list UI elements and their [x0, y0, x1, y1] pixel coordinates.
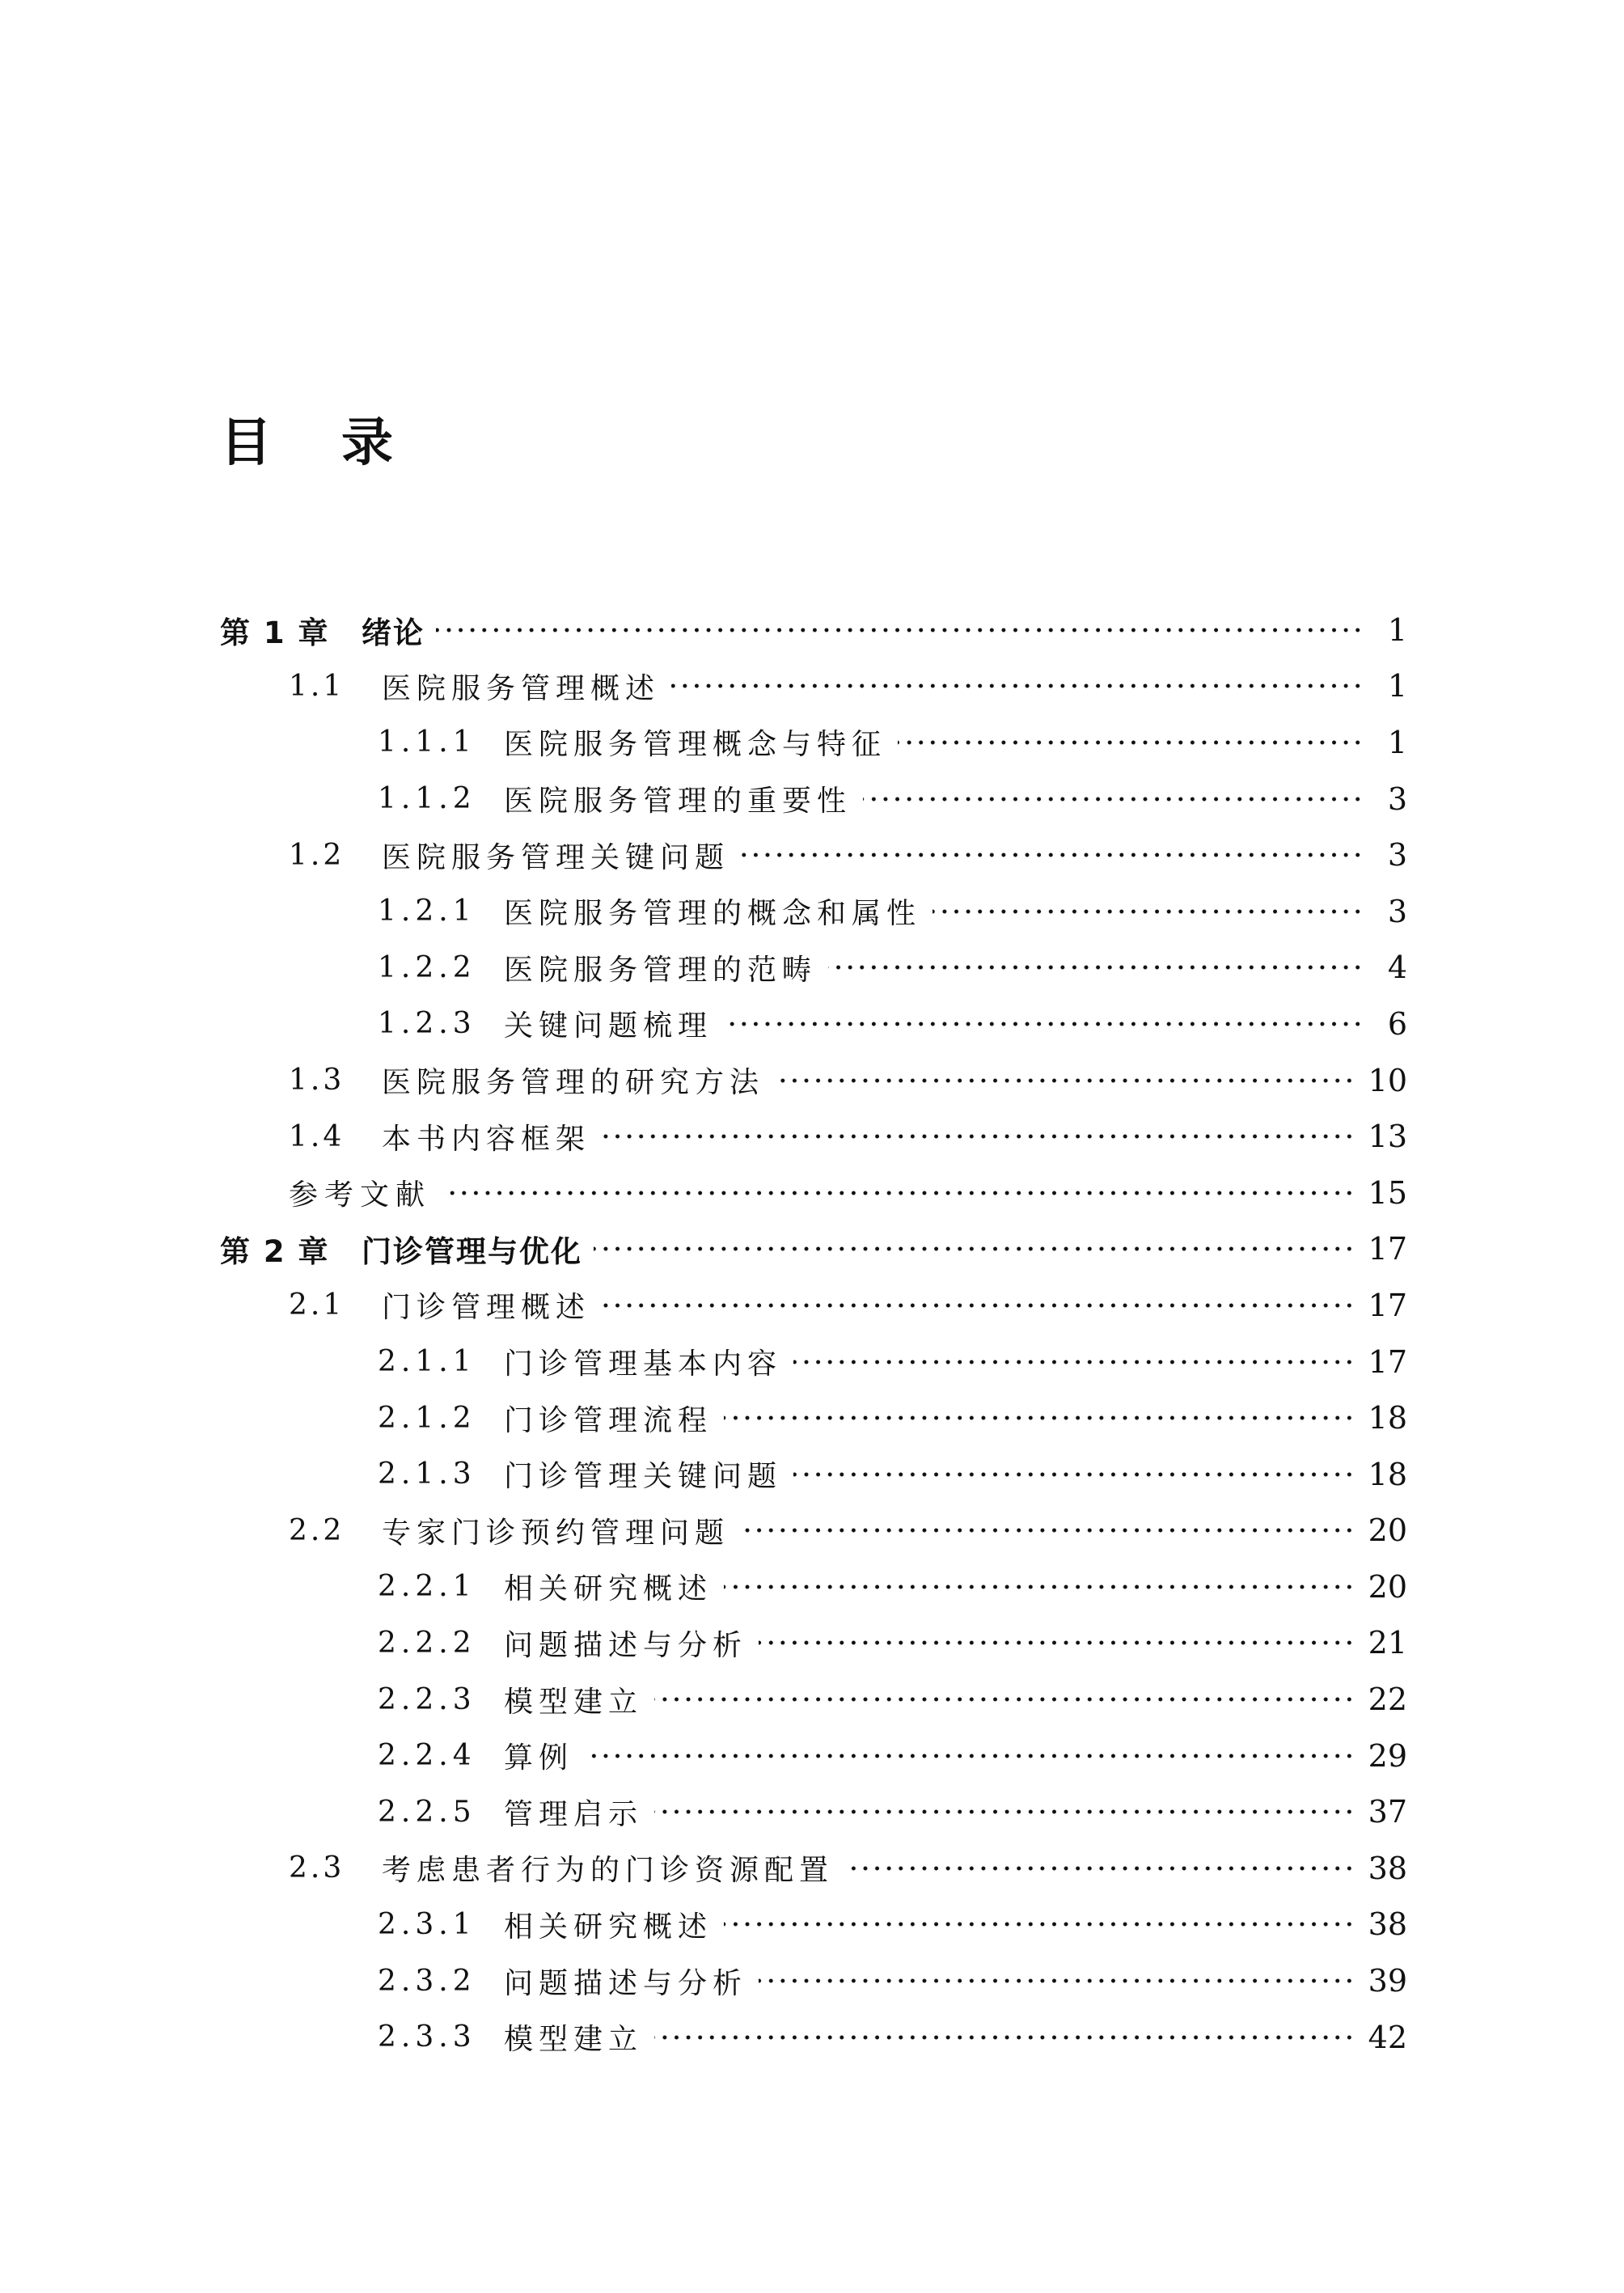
toc-entry-section[interactable] — [0, 827, 1624, 883]
toc-entry-number: 第 2 章 — [220, 1234, 330, 1270]
dot-leader — [741, 851, 1364, 859]
toc-entry-page: 10 — [1368, 1062, 1407, 1098]
page-title-char-1: 目 — [220, 413, 272, 473]
toc-entry-subsection[interactable] — [0, 883, 1624, 940]
toc-entry-number: 1.2 — [289, 838, 345, 872]
toc-entry-page: 1 — [1387, 611, 1407, 648]
toc-entry-page: 1 — [1387, 724, 1407, 760]
dot-leader — [724, 1583, 1355, 1591]
toc-entry-title: 算例 — [504, 1741, 574, 1775]
dot-leader — [585, 1752, 1355, 1760]
toc-entry-page: 20 — [1368, 1512, 1407, 1549]
toc-entry-subsection[interactable] — [0, 1615, 1624, 1672]
dot-leader — [793, 1358, 1355, 1366]
toc-entry-page: 42 — [1368, 2019, 1407, 2055]
toc-entry-references[interactable] — [0, 1165, 1624, 1221]
dot-leader — [724, 1020, 1364, 1028]
toc-entry-number: 2.2.1 — [378, 1570, 476, 1604]
toc-entry-subsection[interactable] — [0, 1783, 1624, 1840]
toc-entry-title: 模型建立 — [504, 2023, 644, 2057]
dot-leader — [654, 2033, 1355, 2041]
toc-entry-page: 17 — [1368, 1231, 1407, 1267]
toc-entry-number: 1.2.1 — [378, 895, 476, 929]
toc-entry-number: 2.2.5 — [378, 1795, 476, 1829]
toc-entry-number: 2.2.4 — [378, 1739, 476, 1773]
toc-entry-number: 1.1.2 — [378, 782, 476, 816]
toc-entry-page: 20 — [1368, 1568, 1407, 1605]
toc-entry-title: 相关研究概述 — [504, 1572, 713, 1606]
toc-entry-subsection[interactable] — [0, 771, 1624, 827]
toc-entry-chapter[interactable] — [0, 1221, 1624, 1278]
toc-entry-subsection[interactable] — [0, 940, 1624, 996]
toc-entry-number: 2.3.1 — [378, 1907, 476, 1941]
toc-entry-subsection[interactable] — [0, 714, 1624, 771]
dot-leader — [759, 1977, 1355, 1985]
toc-entry-title: 医院服务管理的研究方法 — [382, 1066, 765, 1100]
toc-entry-title: 相关研究概述 — [504, 1910, 713, 1944]
dot-leader — [741, 1526, 1355, 1534]
toc-entry-subsection[interactable] — [0, 1728, 1624, 1784]
toc-entry-page: 3 — [1387, 781, 1407, 817]
toc-entry-subsection[interactable] — [0, 1390, 1624, 1446]
toc-entry-title: 门诊管理流程 — [504, 1403, 713, 1437]
toc-entry-title: 参考文献 — [289, 1178, 432, 1212]
dot-leader — [828, 963, 1364, 971]
toc-entry-number: 2.2.3 — [378, 1682, 476, 1716]
toc-entry-page: 3 — [1387, 893, 1407, 929]
toc-entry-title: 问题描述与分析 — [504, 1966, 748, 2000]
toc-entry-number: 2.3.2 — [378, 1964, 476, 1998]
toc-entry-subsection[interactable] — [0, 2009, 1624, 2066]
toc-entry-number: 1.4 — [289, 1119, 345, 1153]
toc-entry-section[interactable] — [0, 1840, 1624, 1897]
toc-entry-title: 管理启示 — [504, 1797, 644, 1831]
toc-entry-number: 2.1.2 — [378, 1401, 476, 1435]
toc-entry-subsection[interactable] — [0, 1559, 1624, 1615]
dot-leader — [442, 1189, 1355, 1197]
toc-entry-number: 2.3.3 — [378, 2020, 476, 2054]
toc-entry-page: 4 — [1387, 950, 1407, 986]
toc-entry-page: 39 — [1368, 1963, 1407, 1999]
toc-entry-page: 13 — [1368, 1119, 1407, 1155]
dot-leader — [845, 1864, 1355, 1872]
toc-entry-number: 2.2 — [289, 1513, 345, 1547]
toc-entry-page: 17 — [1368, 1287, 1407, 1323]
page-title — [220, 411, 393, 476]
toc-entry-number: 1.3 — [289, 1064, 345, 1098]
toc-entry-page: 15 — [1368, 1174, 1407, 1211]
toc-entry-subsection[interactable] — [0, 1446, 1624, 1503]
toc-entry-number: 2.1.3 — [378, 1457, 476, 1491]
toc-entry-number: 1.2.3 — [378, 1007, 476, 1041]
toc-entry-page: 29 — [1368, 1737, 1407, 1774]
dot-leader — [759, 1639, 1355, 1647]
dot-leader — [594, 1245, 1355, 1253]
toc-entry-subsection[interactable] — [0, 1897, 1624, 1953]
toc-entry-number: 1.2.2 — [378, 950, 476, 984]
dot-leader — [933, 907, 1364, 916]
dot-leader — [724, 1414, 1355, 1422]
dot-leader — [863, 795, 1364, 803]
dot-leader — [602, 1301, 1355, 1309]
toc-entry-page: 18 — [1368, 1456, 1407, 1492]
toc-entry-title: 门诊管理关键问题 — [504, 1460, 783, 1494]
toc-entry-number: 第 1 章 — [220, 615, 330, 650]
toc-entry-title: 医院服务管理的重要性 — [504, 785, 852, 819]
toc-entry-section[interactable] — [0, 1503, 1624, 1559]
dot-leader — [602, 1132, 1355, 1140]
toc-entry-number: 2.1 — [289, 1288, 345, 1322]
toc-entry-page: 22 — [1368, 1682, 1407, 1718]
toc-entry-title: 医院服务管理概念与特征 — [504, 728, 887, 762]
toc-entry-number: 2.3 — [289, 1851, 345, 1885]
toc-entry-title: 门诊管理基本内容 — [504, 1347, 783, 1381]
dot-leader — [654, 1695, 1355, 1703]
toc-entry-number: 1.1.1 — [378, 726, 476, 759]
toc-entry-title: 医院服务管理概述 — [382, 671, 661, 705]
dot-leader — [776, 1077, 1355, 1085]
toc-entry-title: 考虑患者行为的门诊资源配置 — [382, 1854, 835, 1888]
dot-leader — [724, 1920, 1355, 1928]
toc-entry-title: 关键问题梳理 — [504, 1009, 713, 1043]
toc-entry-page: 38 — [1368, 1906, 1407, 1943]
toc-entry-page: 1 — [1387, 668, 1407, 704]
toc-entry-title: 医院服务管理的范畴 — [504, 953, 818, 987]
toc-entry-title: 本书内容框架 — [382, 1122, 591, 1156]
dot-leader — [654, 1808, 1355, 1816]
toc-entry-subsection[interactable] — [0, 1334, 1624, 1390]
toc-entry-number: 1.1 — [289, 669, 345, 703]
toc-entry-page: 18 — [1368, 1400, 1407, 1436]
toc-entry-page: 38 — [1368, 1850, 1407, 1886]
toc-entry-title: 专家门诊预约管理问题 — [382, 1516, 730, 1550]
toc-entry-title: 绪论 — [362, 615, 425, 650]
toc-entry-section[interactable] — [0, 1052, 1624, 1109]
toc-entry-title: 门诊管理概述 — [382, 1291, 591, 1325]
table-of-contents — [0, 602, 1624, 2065]
toc-entry-number: 2.2.2 — [378, 1626, 476, 1660]
toc-entry-title: 医院服务管理的概念和属性 — [504, 897, 922, 931]
toc-entry-subsection[interactable] — [0, 1952, 1624, 2009]
toc-entry-subsection[interactable] — [0, 1671, 1624, 1728]
dot-leader — [436, 626, 1364, 634]
toc-entry-title: 模型建立 — [504, 1685, 644, 1719]
toc-entry-title: 医院服务管理关键问题 — [382, 840, 730, 874]
toc-entry-chapter[interactable] — [0, 602, 1624, 658]
toc-entry-number: 2.1.1 — [378, 1345, 476, 1379]
page-title-char-2: 录 — [341, 413, 393, 473]
toc-entry-section[interactable] — [0, 1277, 1624, 1334]
toc-entry-subsection[interactable] — [0, 996, 1624, 1052]
toc-entry-title: 门诊管理与优化 — [362, 1234, 582, 1270]
dot-leader — [671, 682, 1364, 690]
toc-entry-section[interactable] — [0, 1108, 1624, 1165]
toc-entry-page: 37 — [1368, 1794, 1407, 1830]
toc-entry-title: 问题描述与分析 — [504, 1628, 748, 1662]
toc-entry-page: 3 — [1387, 837, 1407, 874]
toc-entry-page: 21 — [1368, 1625, 1407, 1661]
dot-leader — [793, 1470, 1355, 1479]
toc-entry-section[interactable] — [0, 658, 1624, 715]
dot-leader — [898, 738, 1364, 747]
toc-entry-page: 17 — [1368, 1343, 1407, 1380]
toc-entry-page: 6 — [1387, 1005, 1407, 1042]
